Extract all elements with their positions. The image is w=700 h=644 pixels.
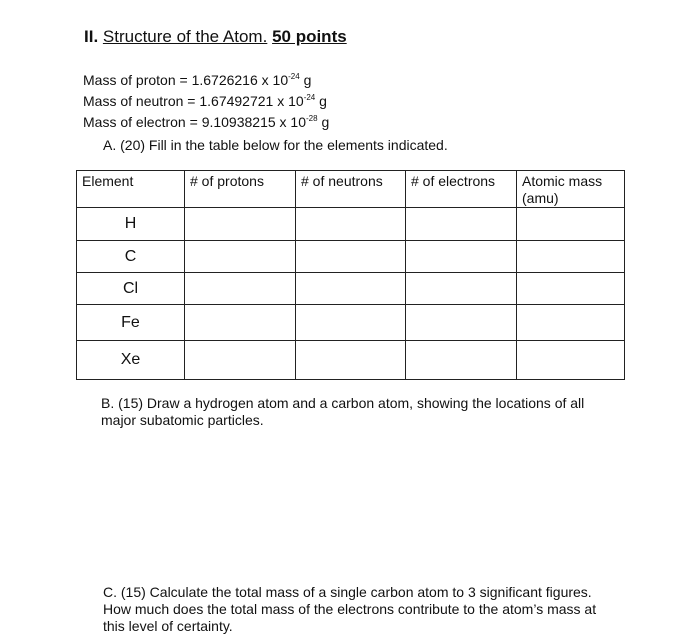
protons-cell[interactable] <box>185 273 296 305</box>
section-points: 50 points <box>272 27 347 46</box>
mass-line-electron: Mass of electron = 9.10938215 x $10^{-28}$ g <box>83 114 330 130</box>
element-cell: Xe <box>77 341 185 380</box>
atomic-mass-cell[interactable] <box>517 305 625 341</box>
section-title: Structure of the Atom. <box>102 27 268 46</box>
atomic-mass-cell[interactable] <box>517 341 625 380</box>
neutrons-cell[interactable] <box>296 208 406 241</box>
table-header-row <box>77 171 625 208</box>
electrons-cell[interactable] <box>406 208 517 241</box>
element-cell: C <box>77 241 185 273</box>
atomic-mass-cell[interactable] <box>517 241 625 273</box>
table-row <box>77 273 625 305</box>
protons-cell[interactable] <box>185 208 296 241</box>
atomic-mass-cell[interactable] <box>517 208 625 241</box>
element-cell: Cl <box>77 273 185 305</box>
electrons-cell[interactable] <box>406 305 517 341</box>
element-table <box>76 170 625 380</box>
part-c-prompt: C. (15) Calculate the total mass of a single carbon atom to 3 significant figures. How much does the total mass of the electrons contribute to the atom’s mass at this level of certainty. <box>103 584 597 634</box>
table-row <box>77 241 625 273</box>
electrons-cell[interactable] <box>406 273 517 305</box>
element-cell: Fe <box>77 305 185 341</box>
header-atomic-mass: Atomic mass (amu) <box>517 171 625 208</box>
header-element: Element <box>77 171 185 208</box>
section-number: II. <box>84 27 99 46</box>
table-row <box>77 305 625 341</box>
table-row <box>77 208 625 241</box>
particle-masses <box>83 68 329 131</box>
mass-line-neutron: Mass of neutron = 1.67492721 x $10^{-24}$ g <box>83 93 327 109</box>
protons-cell[interactable] <box>185 241 296 273</box>
header-protons: # of protons <box>185 171 296 208</box>
atomic-mass-cell[interactable] <box>517 273 625 305</box>
header-electrons: # of electrons <box>406 171 517 208</box>
neutrons-cell[interactable] <box>296 241 406 273</box>
protons-cell[interactable] <box>185 341 296 380</box>
mass-line-proton: Mass of proton = 1.6726216 x $10^{-24}$ g <box>83 72 312 88</box>
neutrons-cell[interactable] <box>296 305 406 341</box>
electrons-cell[interactable] <box>406 241 517 273</box>
header-neutrons: # of neutrons <box>296 171 406 208</box>
element-cell: H <box>77 208 185 241</box>
part-a-prompt: A. (20) Fill in the table below for the elements indicated. <box>103 137 448 153</box>
neutrons-cell[interactable] <box>296 341 406 380</box>
table-row <box>77 341 625 380</box>
part-b-prompt: B. (15) Draw a hydrogen atom and a carbon atom, showing the locations of all major subatomic particles. <box>101 395 585 428</box>
protons-cell[interactable] <box>185 305 296 341</box>
neutrons-cell[interactable] <box>296 273 406 305</box>
section-heading <box>84 27 347 47</box>
electrons-cell[interactable] <box>406 341 517 380</box>
